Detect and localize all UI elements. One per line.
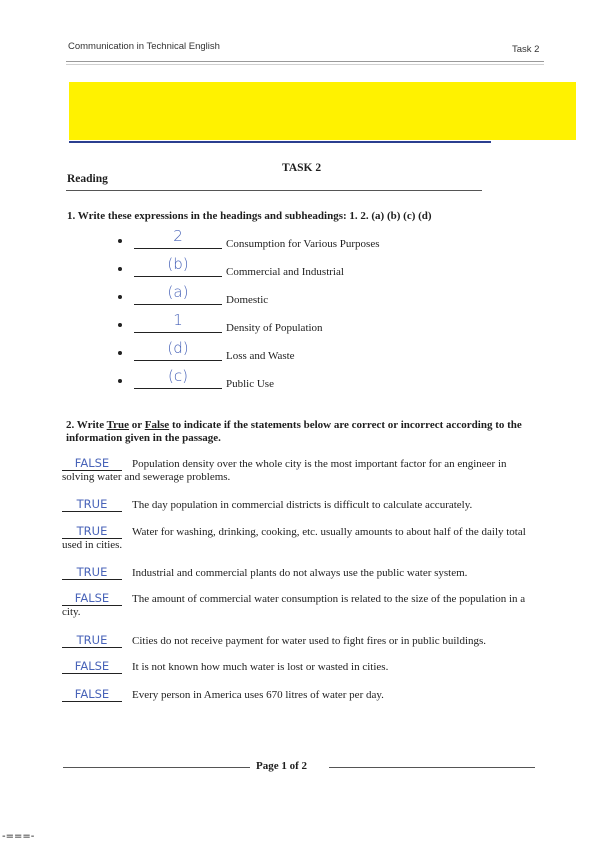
header-divider [66, 61, 544, 62]
page-number: Page 1 of 2 [256, 760, 308, 772]
bullet-icon [118, 379, 122, 383]
list-item [118, 227, 478, 256]
bullet-icon [118, 239, 122, 243]
statement-item [62, 498, 540, 512]
list-item [118, 367, 478, 396]
header-task-label: Task 2 [512, 44, 540, 55]
handwritten-answer: TRUE [62, 498, 122, 512]
header-course-title: Communication in Technical English [68, 41, 220, 52]
handwritten-answer: 1 [173, 311, 183, 329]
yellow-highlight-block [69, 82, 576, 140]
answer-blank [134, 248, 222, 249]
statement-text: Cities do not receive payment for water used to fight fires or in public buildings. [132, 635, 487, 647]
statement-item [62, 457, 540, 484]
true-word: True [106, 419, 130, 431]
statement-item [62, 592, 540, 619]
heading-text: Loss and Waste [226, 350, 295, 362]
statement-text: The amount of commercial water consumption is related to the size of the population in a city. [62, 593, 526, 618]
statement-item [62, 688, 540, 702]
handwritten-answer: FALSE [62, 457, 122, 471]
handwritten-answer: FALSE [62, 660, 122, 674]
answer-blank [134, 360, 222, 361]
handwritten-answer: TRUE [62, 525, 122, 539]
bullet-icon [118, 295, 122, 299]
heading-text: Density of Population [226, 322, 323, 334]
bullet-icon [118, 351, 122, 355]
statement-item [62, 525, 540, 552]
page-title: TASK 2 [282, 162, 322, 174]
question-2-prompt: 2. Write True or False to indicate if the statements below are correct or incorrect according to the information given in the passage. [66, 419, 522, 444]
handwritten-answer: FALSE [62, 592, 122, 606]
handwritten-answer: (b) [167, 255, 189, 273]
bullet-icon [118, 323, 122, 327]
statement-text: Every person in America uses 670 litres of water per day. [132, 689, 384, 701]
statement-text: It is not known how much water is lost or wasted in cities. [132, 661, 389, 673]
statement-text: Population density over the whole city is the most important factor for an engineer in solving water and sewerage problems. [62, 458, 507, 483]
header-divider-faint [66, 64, 544, 65]
heading-text: Commercial and Industrial [226, 266, 344, 278]
handwritten-answer: (d) [167, 339, 189, 357]
section-divider [66, 190, 482, 191]
heading-text: Consumption for Various Purposes [226, 238, 380, 250]
list-item [118, 255, 478, 284]
handwritten-answer: TRUE [62, 566, 122, 580]
handwritten-answer: 2 [173, 227, 183, 245]
statement-text: Water for washing, drinking, cooking, etc. usually amounts to about half of the daily total used in cities. [62, 526, 526, 551]
footer-divider-right [329, 767, 535, 768]
list-item [118, 339, 478, 368]
answer-blank [134, 304, 222, 305]
answer-blank [134, 332, 222, 333]
list-item [118, 283, 478, 312]
statement-item [62, 660, 540, 674]
bullet-icon [118, 267, 122, 271]
heading-text: Domestic [226, 294, 269, 306]
blue-divider [69, 141, 491, 143]
handwritten-answer: TRUE [62, 634, 122, 648]
statement-text: Industrial and commercial plants do not always use the public water system. [132, 567, 468, 579]
statement-text: The day population in commercial districts is difficult to calculate accurately. [132, 499, 473, 511]
handwritten-answer: FALSE [62, 688, 122, 702]
footer-divider-left [63, 767, 250, 768]
statement-item [62, 566, 540, 580]
handwritten-answer: (c) [168, 367, 188, 385]
scan-artifact-mark: -===- [2, 831, 35, 842]
section-heading: Reading [67, 173, 108, 185]
answer-blank [134, 276, 222, 277]
handwritten-answer: (a) [167, 283, 189, 301]
answer-blank [134, 388, 222, 389]
question-1-prompt: 1. Write these expressions in the headings and subheadings: 1. 2. (a) (b) (c) (d) [67, 210, 432, 222]
list-item [118, 311, 478, 340]
heading-text: Public Use [226, 378, 274, 390]
statement-item [62, 634, 540, 648]
false-word: False [144, 419, 170, 431]
